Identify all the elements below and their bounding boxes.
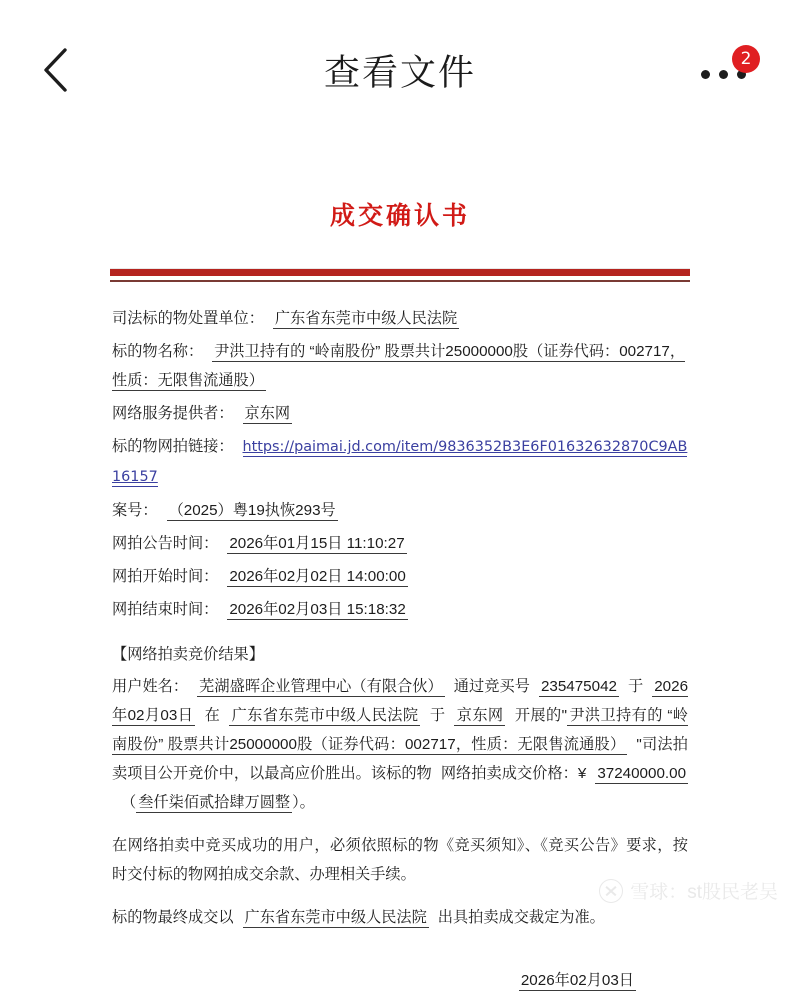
field-label: 网拍结束时间： — [112, 601, 219, 618]
document-title: 成交确认书 — [329, 202, 470, 230]
xueqiu-logo-icon — [599, 879, 623, 903]
final-clause-suffix: 出具拍卖成交裁定为准。 — [437, 909, 605, 926]
signature-date-row — [112, 966, 688, 995]
notice-paragraph: 在网络拍卖中竞买成功的用户，必须依照标的物《竞买须知》、《竞买公告》要求，按时交付标的物网拍成交余款、办理相关手续。 — [112, 837, 688, 883]
field-row-start-time — [112, 562, 688, 591]
watermark-text: 雪球：st股民老吴 — [630, 882, 778, 903]
field-label: 网拍开始时间： — [112, 568, 219, 585]
platform-prefix: 于 — [429, 707, 446, 724]
user-name-value: 芜湖盛晖企业管理中心（有限合伙） — [199, 678, 443, 695]
divider-thin-line — [110, 280, 690, 282]
asset-value: 尹洪卫持有的 “岭南股份” 股票共计25000000股（证券代码：002717，性质：无限售流通股） — [112, 707, 688, 753]
field-label: 网络服务提供者： — [112, 405, 234, 422]
field-row-service-provider — [112, 399, 688, 428]
price-in-words: 叁仟柒佰贰拾肆万圆整 — [138, 794, 291, 811]
field-row-case-number — [112, 496, 688, 525]
bid-number-value: 235475042 — [540, 678, 617, 695]
currency-symbol: ¥ — [577, 765, 587, 782]
result-paragraph: 用户姓名： 芜湖盛晖企业管理中心（有限合伙） 通过竞买号 235475042 于 2026年02月03日 在 广东省东莞市中级人民法院 于 京东网 开展的" 尹洪卫持有的 “岭南股份” 股票共计25000000股（证券代码：002717，性质：无限售流通股） "司法拍卖项目公开竞价中，以最高应价胜出。该标的物 网络拍卖成交价格：¥ 37240000.00（ 叁仟柒佰贰拾肆万圆整 ）。 — [112, 678, 689, 811]
at-word: 在 — [204, 707, 221, 724]
platform-value: 京东网 — [456, 707, 504, 724]
bid-date-value: 2026年02月03日 — [112, 678, 689, 724]
auction-link[interactable]: https://paimai.jd.com/item/9836352B3E6F01632632870C9AB16157 — [112, 439, 688, 485]
field-row-auction-link — [112, 432, 688, 492]
divider-thick-bar — [110, 268, 690, 276]
field-label: 网拍公告时间： — [112, 535, 219, 552]
field-value: （2025）粤19执恢293号 — [168, 502, 336, 519]
notification-badge: 2 — [732, 45, 760, 73]
user-name-label: 用户姓名： — [112, 678, 189, 695]
field-row-end-time — [112, 595, 688, 624]
field-row-announcement-time — [112, 529, 688, 558]
court-value: 广东省东莞市中级人民法院 — [231, 707, 419, 724]
top-navigation-bar — [0, 0, 800, 140]
result-section-heading: 【网络拍卖竞价结果】 — [112, 646, 264, 663]
final-clause-court: 广东省东莞市中级人民法院 — [244, 909, 427, 926]
field-value: 2026年02月02日 14:00:00 — [229, 568, 406, 585]
field-row-asset-name — [112, 337, 688, 395]
page-title: 查看文件 — [323, 51, 476, 93]
signature-date: 2026年02月03日 — [520, 972, 634, 989]
held-word: 开展的" — [514, 707, 567, 724]
chevron-left-icon — [40, 46, 70, 94]
field-label: 标的物网拍链接： — [112, 438, 234, 455]
watermark — [599, 877, 778, 904]
document-sheet — [0, 196, 800, 995]
field-label: 标的物名称： — [112, 343, 204, 360]
field-value: 尹洪卫持有的 “岭南股份” 股票共计25000000股（证券代码：002717，性质：无限售流通股） — [112, 343, 686, 389]
field-value: 京东网 — [244, 405, 291, 422]
price-value: 37240000.00 — [597, 765, 687, 782]
field-value: 2026年01月15日 11:10:27 — [229, 535, 405, 552]
header-divider — [110, 268, 690, 282]
bid-number-label: 通过竞买号 — [453, 678, 530, 695]
final-clause-prefix: 标的物最终成交以 — [112, 909, 234, 926]
field-row-disposal-unit — [112, 304, 688, 333]
field-value: 2026年02月03日 15:18:32 — [229, 601, 406, 618]
price-label: 网络拍卖成交价格： — [440, 765, 578, 782]
back-button[interactable] — [40, 42, 86, 98]
bid-date-prefix: 于 — [627, 678, 644, 695]
result-tail-text: "司法拍卖项目公开竞价中，以最高应价胜出。该标的物 — [112, 736, 688, 782]
field-label: 案号： — [112, 502, 158, 519]
field-label: 司法标的物处置单位： — [112, 310, 264, 327]
field-value: 广东省东莞市中级人民法院 — [274, 310, 458, 327]
more-options-button[interactable] — [690, 42, 756, 98]
